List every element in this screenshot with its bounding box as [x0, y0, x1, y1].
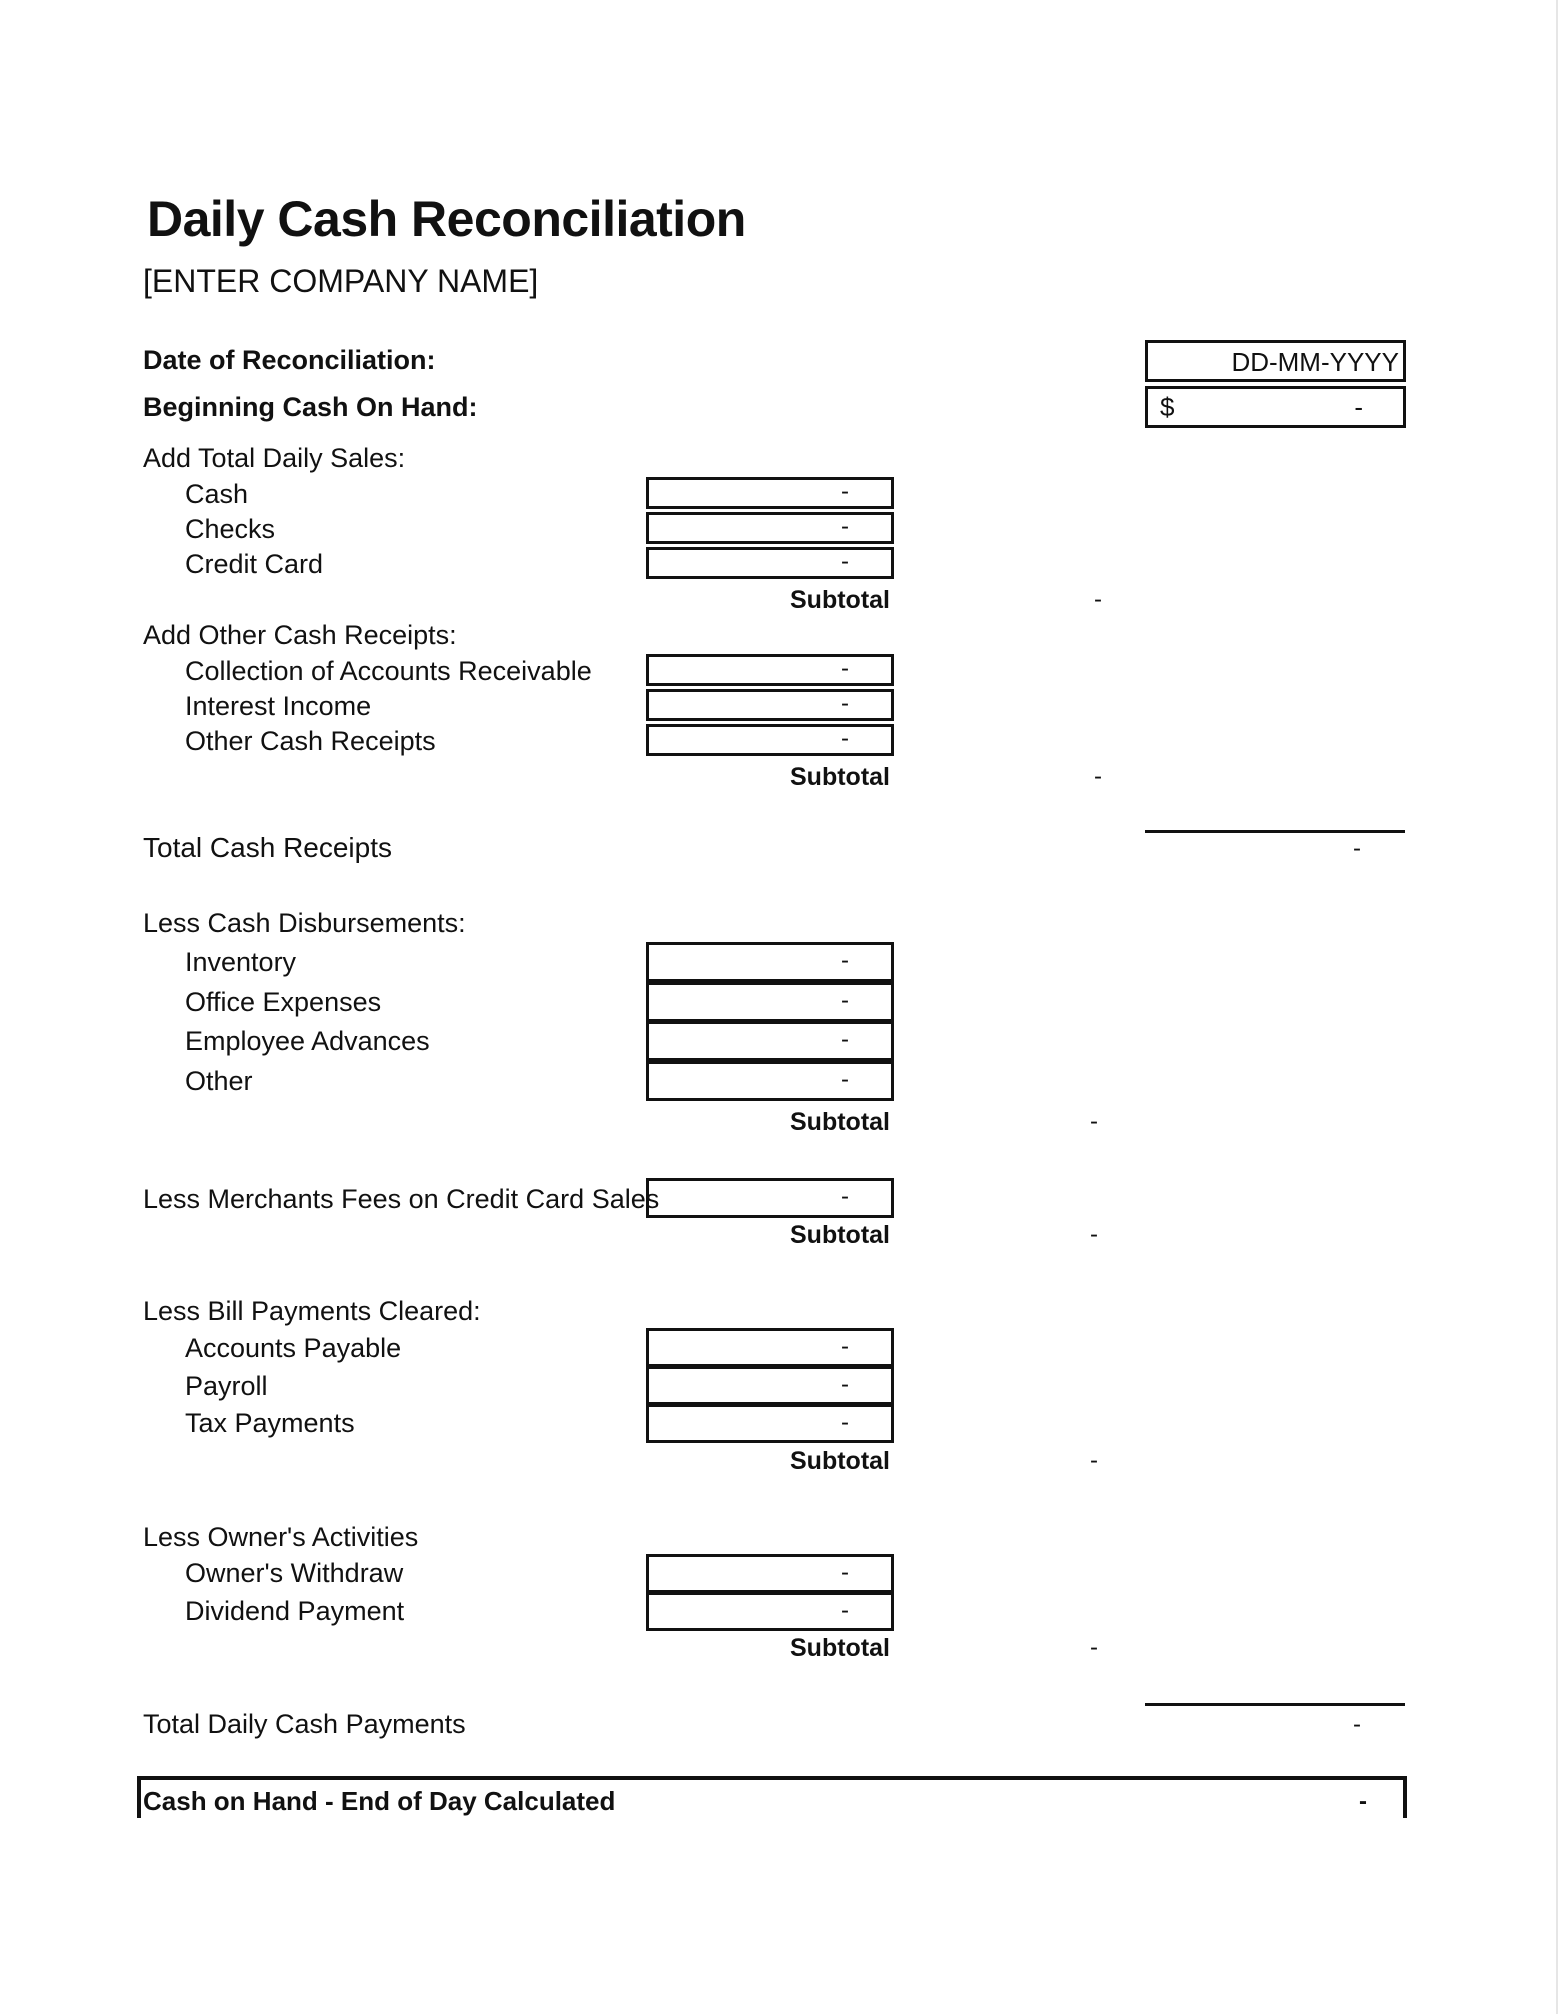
receipts-item-label: Collection of Accounts Receivable [185, 656, 592, 686]
merchant-fees-field[interactable] [646, 1178, 894, 1218]
disbursement-item-label: Employee Advances [185, 1026, 430, 1056]
owner-item-label: Owner's Withdraw [185, 1558, 404, 1588]
total-receipts-value: - [1353, 835, 1361, 862]
total-payments-label: Total Daily Cash Payments [143, 1709, 466, 1739]
beginning-cash-label: Beginning Cash On Hand: [143, 392, 478, 422]
date-label: Date of Reconciliation: [143, 345, 436, 375]
subtotal-value: - [1090, 1221, 1098, 1248]
total-payments-value: - [1353, 1711, 1361, 1738]
subtotal-label: Subtotal [790, 1108, 890, 1136]
bill-payment-ap-field[interactable] [646, 1328, 894, 1367]
field-value: - [841, 1371, 849, 1398]
subtotal-label: Subtotal [790, 586, 890, 614]
field-value: - [841, 1409, 849, 1436]
field-value: - [841, 548, 849, 575]
beginning-cash-field[interactable] [1145, 386, 1406, 428]
receipts-ar-field[interactable] [646, 654, 894, 686]
subtotal-label: Subtotal [790, 763, 890, 791]
subtotal-value: - [1090, 1447, 1098, 1474]
date-value: DD-MM-YYYY [1231, 347, 1399, 377]
sales-item-label: Credit Card [185, 549, 324, 579]
end-of-day-row [137, 1776, 1407, 1818]
total-rule [1145, 1703, 1405, 1706]
other-receipts-heading: Add Other Cash Receipts: [143, 620, 457, 650]
subtotal-value: - [1094, 763, 1102, 790]
sales-checks-field[interactable] [646, 512, 894, 544]
total-rule [1145, 830, 1405, 833]
field-value: - [841, 1333, 849, 1360]
page-title: Daily Cash Reconciliation [147, 191, 746, 247]
field-value: - [841, 478, 849, 505]
beginning-cash-value: - [1354, 392, 1363, 422]
subtotal-value: - [1090, 1634, 1098, 1661]
field-value: - [841, 1066, 849, 1093]
field-value: - [841, 1597, 849, 1624]
sales-item-label: Cash [185, 479, 249, 509]
sales-heading: Add Total Daily Sales: [143, 443, 406, 473]
owner-item-label: Dividend Payment [185, 1596, 405, 1626]
total-receipts-label: Total Cash Receipts [143, 832, 393, 863]
receipts-other-field[interactable] [646, 724, 894, 756]
receipts-item-label: Other Cash Receipts [185, 726, 436, 756]
disbursement-advances-field[interactable] [646, 1021, 894, 1061]
disbursement-item-label: Inventory [185, 947, 297, 977]
bill-payment-item-label: Accounts Payable [185, 1333, 402, 1363]
field-value: - [841, 513, 849, 540]
receipts-interest-field[interactable] [646, 689, 894, 721]
subtotal-value: - [1094, 586, 1102, 613]
bill-payment-payroll-field[interactable] [646, 1366, 894, 1405]
bill-payment-item-label: Payroll [185, 1371, 268, 1401]
sales-credit-card-field[interactable] [646, 547, 894, 579]
sales-item-label: Checks [185, 514, 276, 544]
subtotal-label: Subtotal [790, 1447, 890, 1475]
bill-payment-tax-field[interactable] [646, 1404, 894, 1443]
field-value: - [841, 987, 849, 1014]
field-value: - [841, 947, 849, 974]
field-value: - [841, 1559, 849, 1586]
subtotal-value: - [1090, 1108, 1098, 1135]
date-field[interactable] [1145, 340, 1406, 382]
subtotal-label: Subtotal [790, 1221, 890, 1249]
field-value: - [841, 725, 849, 752]
field-value: - [841, 1183, 849, 1210]
disbursement-inventory-field[interactable] [646, 942, 894, 982]
disbursement-office-field[interactable] [646, 982, 894, 1022]
receipts-item-label: Interest Income [185, 691, 372, 721]
disbursements-heading: Less Cash Disbursements: [143, 908, 466, 938]
bill-payment-item-label: Tax Payments [185, 1408, 355, 1438]
disbursement-item-label: Other [185, 1066, 253, 1096]
disbursement-item-label: Office Expenses [185, 987, 382, 1017]
sales-cash-field[interactable] [646, 477, 894, 509]
owner-withdraw-field[interactable] [646, 1554, 894, 1593]
subtotal-label: Subtotal [790, 1634, 890, 1662]
bill-payments-heading: Less Bill Payments Cleared: [143, 1296, 481, 1326]
end-of-day-value: - [1359, 1788, 1367, 1815]
field-value: - [841, 690, 849, 717]
disbursement-other-field[interactable] [646, 1061, 894, 1101]
owner-activities-heading: Less Owner's Activities [143, 1522, 419, 1552]
company-name[interactable]: [ENTER COMPANY NAME] [143, 263, 539, 299]
dividend-payment-field[interactable] [646, 1592, 894, 1631]
merchant-fees-label: Less Merchants Fees on Credit Card Sales [143, 1184, 660, 1214]
field-value: - [841, 655, 849, 682]
end-of-day-label: Cash on Hand - End of Day Calculated [143, 1786, 616, 1816]
currency-symbol: $ [1160, 392, 1175, 422]
field-value: - [841, 1026, 849, 1053]
